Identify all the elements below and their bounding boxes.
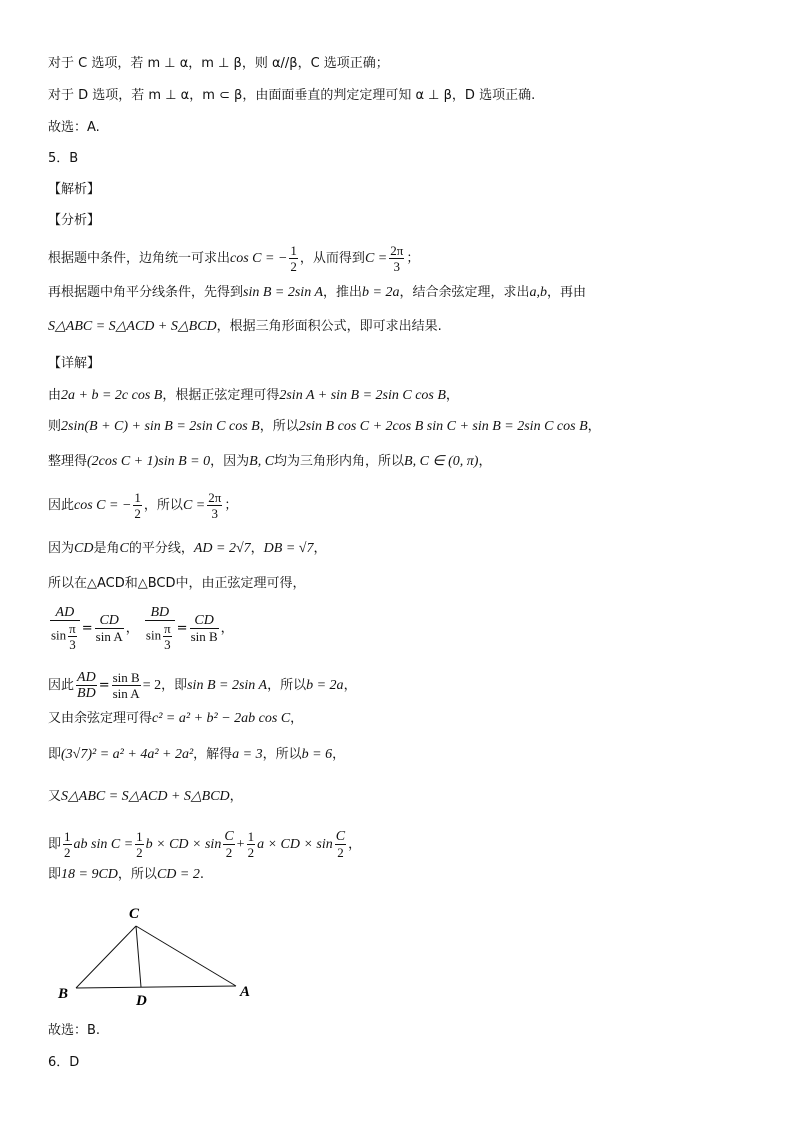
text: ， xyxy=(343,678,357,693)
fraction-bd-over-sin-pi3 xyxy=(145,605,175,652)
text: 整理得 xyxy=(48,454,88,469)
denominator: 2 xyxy=(247,845,255,860)
math: c² = a² + b² − 2ab cos C xyxy=(152,711,291,726)
vertex-label-c: C xyxy=(129,906,140,922)
math: a,b xyxy=(529,285,547,300)
denominator xyxy=(145,621,175,652)
math: a × CD × sin xyxy=(257,837,333,852)
denominator: 2 xyxy=(225,845,233,860)
math: + xyxy=(236,837,245,852)
text: 即 xyxy=(48,747,62,762)
math: sin B = 2sin A xyxy=(243,285,323,300)
text: 的平分线， xyxy=(128,541,194,556)
line-answer-b: 故选：B. xyxy=(48,1023,101,1038)
question-6-answer: 6．D xyxy=(48,1055,80,1070)
denominator: 3 xyxy=(69,637,76,652)
math: 2a + b = 2c cos B xyxy=(61,388,163,403)
denominator: 2 xyxy=(136,845,143,860)
numerator: CD xyxy=(95,613,124,629)
heading-fenxi: 【分析】 xyxy=(48,213,101,228)
math: C = xyxy=(182,498,206,513)
sin: sin xyxy=(145,627,162,643)
math: = 2 xyxy=(142,678,162,693)
text: 又由余弦定理可得 xyxy=(48,711,153,726)
numerator: 2π xyxy=(208,490,222,505)
text: ，结合余弦定理，求出 xyxy=(399,285,530,300)
math: CD = 2 xyxy=(156,867,200,882)
text: 均为三角形内角，所以 xyxy=(274,454,405,469)
line-c-option: 对于 C 选项，若 m ⊥ α，m ⊥ β，则 α//β，C 选项正确； xyxy=(48,56,389,71)
text: 由 xyxy=(48,388,62,403)
detail-line-13 xyxy=(48,866,204,884)
text: ，即 xyxy=(161,678,188,693)
text: ； xyxy=(224,498,238,513)
denominator: 2 xyxy=(290,259,297,274)
question-5-answer: 5．B xyxy=(48,151,79,166)
denominator xyxy=(50,621,80,652)
bisector-cd xyxy=(136,926,141,987)
vertex-label-b: B xyxy=(58,986,69,1002)
text: 因此 xyxy=(48,678,75,693)
math: 2sin B cos C + 2cos B sin C + sin B = 2sin C cos B xyxy=(298,419,588,434)
detail-line-8: 因此 $\frac{AD}{BD}$ = $\frac{\text{sin B}}{\text{sin A}}$ = 2，即sin B = 2sin A，所以b = 2a， xyxy=(48,670,357,701)
text: ， xyxy=(348,837,362,852)
fraction-pi-three xyxy=(68,621,77,652)
text: ， xyxy=(478,454,492,469)
math: B, C ∈ (0, π) xyxy=(404,454,479,469)
detail-line-7: AD sin $\frac{\pi}{3}$ = $\frac{CD}{\text{sin A}}$ ， BD sin $\frac{\pi}{3}$ = $\frac{CD}{\text{sin B}}$ ， xyxy=(51,605,234,652)
math: a = 3 xyxy=(232,747,263,762)
text: ，因为 xyxy=(210,454,250,469)
fraction-one-half xyxy=(247,829,256,860)
math: 18 = 9CD xyxy=(61,867,118,882)
text: . xyxy=(199,867,204,882)
detail-line-2 xyxy=(48,418,601,436)
text: 根据题中条件，边角统一可求出 xyxy=(48,251,231,266)
text: ，所以 xyxy=(262,747,302,762)
text: ，所以 xyxy=(267,678,307,693)
numerator: CD xyxy=(190,613,219,629)
denominator: sin B xyxy=(190,629,218,644)
denominator: 3 xyxy=(211,506,219,521)
detail-line-5 xyxy=(48,540,326,558)
fraction-one-half xyxy=(133,490,142,521)
denominator: BD xyxy=(77,686,96,701)
text: 因此 xyxy=(48,498,75,513)
denominator: 3 xyxy=(393,259,401,274)
heading-jiexi: 【解析】 xyxy=(48,182,101,197)
line-d-option: 对于 D 选项，若 m ⊥ α，m ⊂ β，由面面垂直的判定定理可知 α ⊥ β，D 选项正确. xyxy=(48,88,536,103)
math: S△ABC = S△ACD + S△BCD xyxy=(48,319,217,334)
side-ca xyxy=(136,926,236,986)
denominator: 2 xyxy=(134,506,141,521)
math: cos C = − xyxy=(74,498,132,513)
text: ，所以 xyxy=(117,867,157,882)
text: ； xyxy=(406,251,420,266)
detail-line-11 xyxy=(48,788,243,806)
triangle-figure xyxy=(50,900,270,1010)
math: AD = 2√7 xyxy=(193,541,251,556)
text: 即 xyxy=(48,867,62,882)
text: 又 xyxy=(48,789,62,804)
math: b × CD × sin xyxy=(145,837,222,852)
text: ， xyxy=(332,747,346,762)
analysis-line-1 xyxy=(48,243,419,274)
detail-line-10 xyxy=(48,746,345,764)
fraction-c-over-2 xyxy=(335,829,346,860)
text: 则 xyxy=(48,419,62,434)
text: 即 xyxy=(48,837,62,852)
side-ba xyxy=(76,986,236,988)
fraction-one-half xyxy=(135,829,144,860)
math: b = 6 xyxy=(301,747,333,762)
fraction-sinb-over-sina xyxy=(112,670,141,701)
text: ，根据正弦定理可得 xyxy=(162,388,280,403)
analysis-line-3 xyxy=(48,318,442,336)
math: B, C xyxy=(249,454,275,469)
fraction-cd-over-sina xyxy=(95,613,124,644)
math: sin B = 2sin A xyxy=(187,678,268,693)
fraction-c-over-2 xyxy=(223,829,234,860)
text: ， xyxy=(125,621,139,636)
text: ，解得 xyxy=(193,747,233,762)
math: DB = √7 xyxy=(263,541,314,556)
math: C xyxy=(119,541,129,556)
analysis-line-2 xyxy=(48,284,586,302)
fraction-ad-over-sin-pi3 xyxy=(50,605,80,652)
detail-line-12 xyxy=(48,829,361,860)
text: ，根据三角形面积公式，即可求出结果. xyxy=(216,319,442,334)
numerator: AD xyxy=(50,605,80,621)
side-bc xyxy=(76,926,136,988)
text: ，所以 xyxy=(143,498,183,513)
fraction-one-half xyxy=(289,243,298,274)
numerator: 1 xyxy=(134,490,141,505)
text: 是角 xyxy=(93,541,120,556)
math: C = xyxy=(364,251,388,266)
numerator: C xyxy=(224,829,234,844)
detail-line-3 xyxy=(48,453,492,471)
fraction-pi-three xyxy=(163,621,172,652)
text: ，所以 xyxy=(259,419,299,434)
numerator: AD xyxy=(77,670,96,685)
math: (2cos C + 1)sin B = 0 xyxy=(87,454,211,469)
denominator: sin A xyxy=(112,686,140,701)
vertex-label-a: A xyxy=(240,984,251,1000)
text: ， xyxy=(229,789,243,804)
point-label-d: D xyxy=(136,993,147,1009)
denominator: 3 xyxy=(164,637,171,652)
text: ， xyxy=(445,388,459,403)
math: 2sin(B + C) + sin B = 2sin C cos B xyxy=(61,419,260,434)
math: S△ABC = S△ACD + S△BCD xyxy=(61,789,230,804)
math: CD xyxy=(74,541,94,556)
numerator: 1 xyxy=(64,829,71,844)
text: ， xyxy=(313,541,327,556)
math: b = 2a xyxy=(306,678,344,693)
sin: sin xyxy=(51,627,67,643)
text: ， xyxy=(220,621,234,636)
numerator: 2π xyxy=(390,243,404,258)
denominator: 2 xyxy=(64,845,71,860)
denominator: sin A xyxy=(95,629,123,644)
heading-xiangjie: 【详解】 xyxy=(48,356,101,371)
fraction-two-pi-three xyxy=(207,490,222,521)
numerator: BD xyxy=(145,605,175,621)
math: 2sin A + sin B = 2sin C cos B xyxy=(279,388,446,403)
fraction-ad-over-bd xyxy=(76,670,97,701)
detail-line-6: 所以在△ACD和△BCD中，由正弦定理可得， xyxy=(48,576,306,591)
text: 再根据题中角平分线条件，先得到 xyxy=(48,285,244,300)
text: ，再由 xyxy=(546,285,586,300)
line-answer-a: 故选：A. xyxy=(48,120,100,135)
denominator: 2 xyxy=(337,845,344,860)
numerator: sin B xyxy=(112,670,140,685)
numerator: 1 xyxy=(247,829,255,844)
text: ， xyxy=(250,541,264,556)
text: ， xyxy=(290,711,304,726)
text: ， xyxy=(587,419,601,434)
numerator: 1 xyxy=(136,829,143,844)
detail-line-4 xyxy=(48,490,237,521)
numerator: 1 xyxy=(290,243,297,258)
math: ab sin C = xyxy=(73,837,134,852)
detail-line-1 xyxy=(48,387,459,405)
math: (3√7)² = a² + 4a² + 2a² xyxy=(61,747,194,762)
fraction-cd-over-sinb xyxy=(190,613,219,644)
fraction-two-pi-three xyxy=(389,243,404,274)
detail-line-9 xyxy=(48,710,303,728)
text: 因为 xyxy=(48,541,75,556)
numerator: C xyxy=(335,829,346,844)
numerator: π xyxy=(69,621,76,636)
math: cos C = − xyxy=(230,251,288,266)
text: ，从而得到 xyxy=(299,251,365,266)
math: b = 2a xyxy=(362,285,400,300)
fraction-one-half xyxy=(63,829,72,860)
text: ，推出 xyxy=(323,285,363,300)
numerator: π xyxy=(164,621,171,636)
